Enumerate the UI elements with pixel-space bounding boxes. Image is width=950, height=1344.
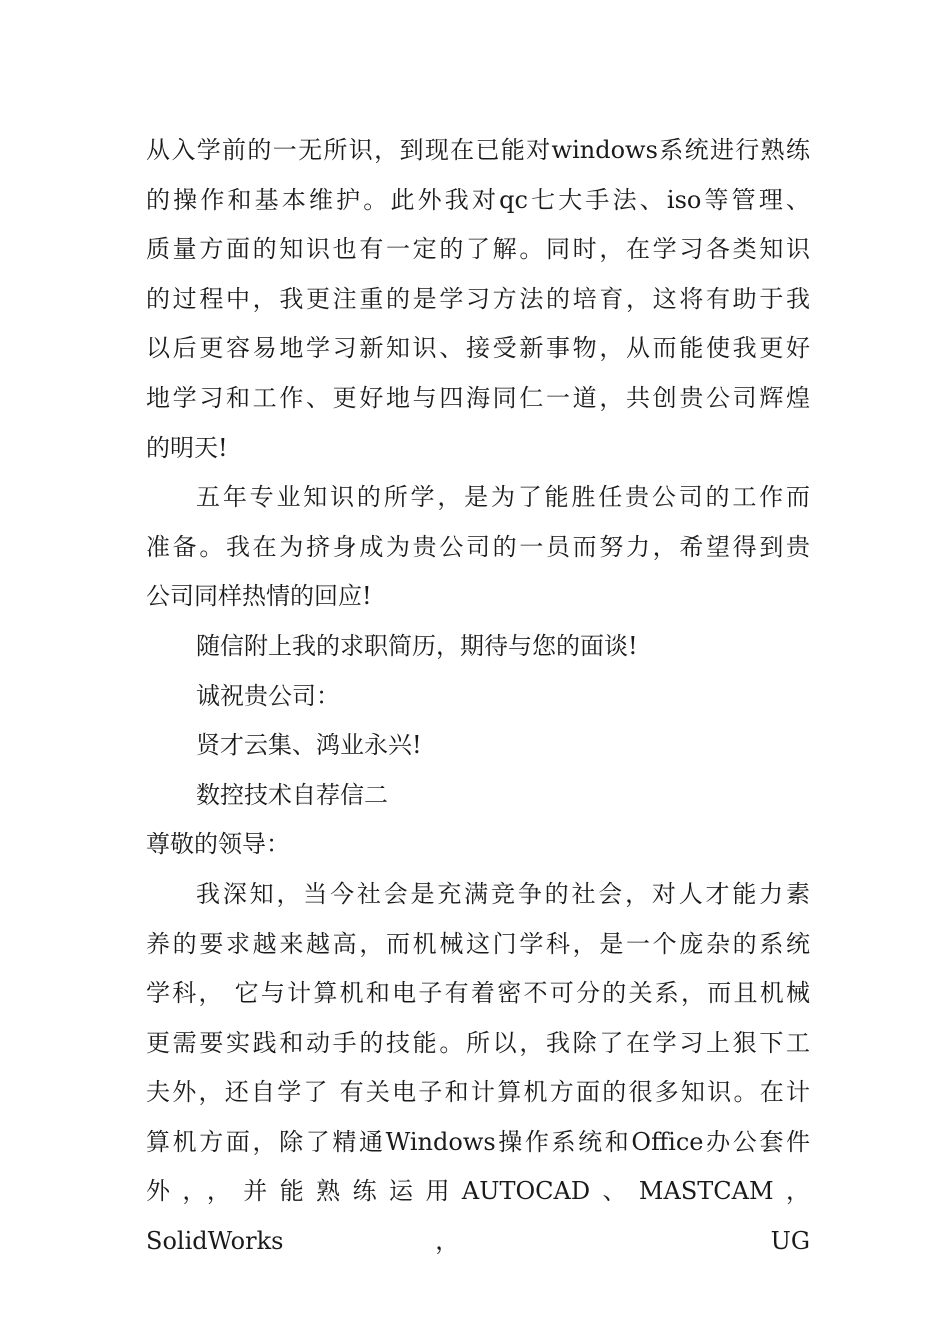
paragraph-line: 我深知，当今社会是充满竞争的社会，对人才能力素 (196, 879, 810, 908)
paragraph-line: 更需要实践和动手的技能。所以，我除了在学习上狠下工 (146, 1028, 810, 1057)
paragraph-line: 算机方面，除了精通Windows操作系统和Office办公套件 (146, 1127, 810, 1156)
paragraph-line: 学科， 它与计算机和电子有着密不可分的关系，而且机械 (146, 979, 810, 1008)
paragraph-line: 以后更容易地学习新知识、接受新事物，从而能使我更好 (146, 334, 810, 363)
document-page (146, 126, 810, 1256)
paragraph-line: 质量方面的知识也有一定的了解。同时，在学习各类知识 (146, 235, 810, 264)
closing-line: 诚祝贵公司： (196, 681, 340, 710)
paragraph-line: 准备。我在为挤身成为贵公司的一员而努力，希望得到贵 (146, 532, 810, 561)
paragraph-line: 养的要求越来越高，而机械这门学科，是一个庞杂的系统 (146, 929, 810, 958)
paragraph-line: 外，，并能熟练运用AUTOCAD、MASTCAM，SolidWorks， UG (146, 1177, 810, 1256)
closing-line: 随信附上我的求职简历，期待与您的面谈! (196, 631, 638, 660)
section-heading: 数控技术自荐信二 (196, 780, 388, 809)
paragraph-line: 五年专业知识的所学，是为了能胜任贵公司的工作而 (196, 483, 810, 512)
paragraph-line: 的操作和基本维护。此外我对qc七大手法、iso等管理、 (146, 185, 810, 214)
closing-line: 贤才云集、鸿业永兴! (196, 731, 422, 760)
paragraph-line: 夫外，还自学了 有关电子和计算机方面的很多知识。在计 (146, 1078, 810, 1107)
paragraph-line: 的明天! (146, 433, 228, 462)
paragraph-line: 的过程中，我更注重的是学习方法的培育，这将有助于我 (146, 284, 810, 313)
paragraph-line: 公司同样热情的回应! (146, 582, 372, 611)
salutation: 尊敬的领导： (146, 830, 290, 859)
paragraph-line: 从入学前的一无所识，到现在已能对windows系统进行熟练 (146, 136, 810, 164)
paragraph-line: 地学习和工作、更好地与四海同仁一道，共创贵公司辉煌 (146, 383, 810, 412)
